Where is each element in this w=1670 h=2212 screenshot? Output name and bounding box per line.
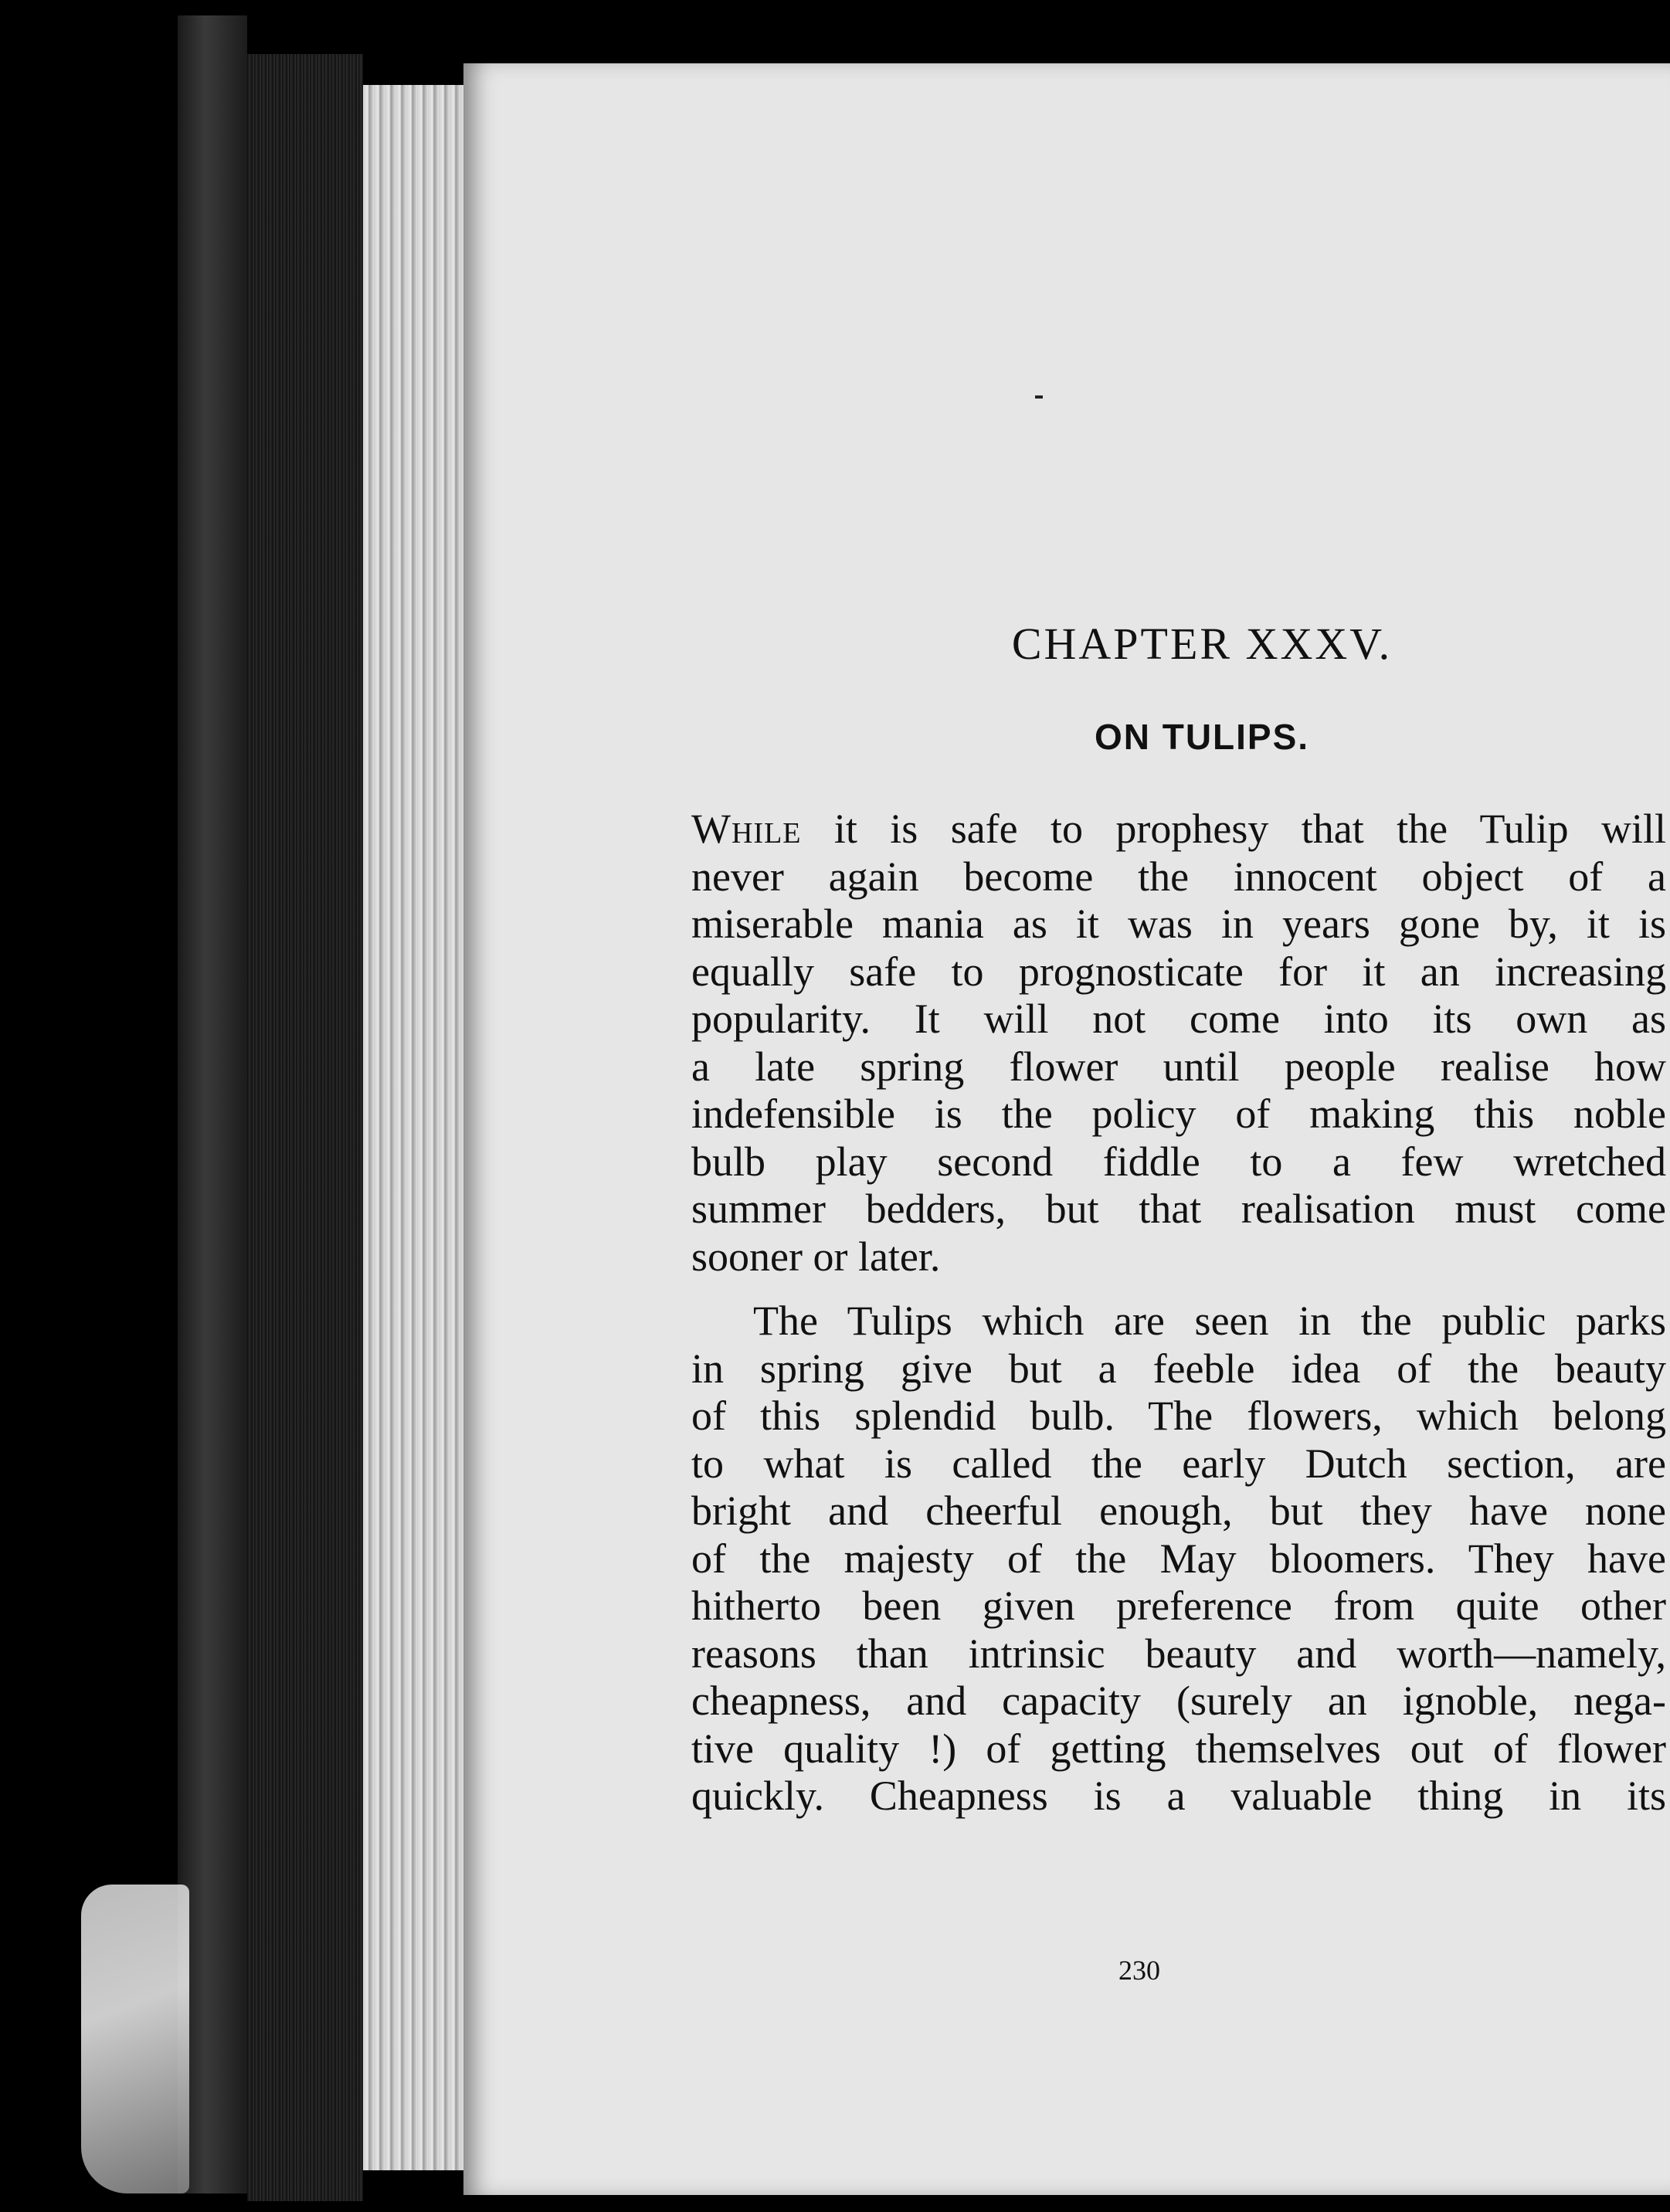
lead-in-word: While (691, 806, 802, 852)
page-number: 230 (1118, 1955, 1160, 1986)
paragraph-1 (691, 806, 1666, 1281)
book-fore-edge (247, 54, 363, 2201)
chapter-heading: CHAPTER XXXV. (1011, 619, 1393, 669)
text-line: miserable mania as it was in years gone by, it is (691, 901, 1666, 947)
paragraph-2 (691, 1298, 1666, 1820)
text-line: of the majesty of the May bloomers. They have (691, 1535, 1666, 1582)
book-spine (178, 15, 247, 2193)
text-line: never again become the innocent object of a (691, 853, 1666, 900)
text-line: summer bedders, but that realisation must come (691, 1186, 1666, 1232)
text-line: reasons than intrinsic beauty and worth—namely, (691, 1630, 1666, 1677)
text-line: in spring give but a feeble idea of the beauty (691, 1345, 1666, 1392)
text-line: cheapness, and capacity (surely an ignoble, nega- (691, 1678, 1666, 1724)
cover-corner (81, 1885, 189, 2193)
text-line: sooner or later. (691, 1233, 941, 1280)
text-line: popularity. It will not come into its own as (691, 996, 1666, 1042)
text-line: tive quality !) of getting themselves out of flower (691, 1725, 1666, 1772)
page-mark (1035, 395, 1043, 399)
text-line: equally safe to prognosticate for it an increasing (691, 948, 1666, 995)
text-line: The Tulips which are seen in the public parks (753, 1298, 1666, 1344)
text-line: quickly. Cheapness is a valuable thing in its (691, 1773, 1666, 1819)
text-line: bright and cheerful enough, but they have none (691, 1488, 1666, 1534)
text-line: to what is called the early Dutch section, are (691, 1440, 1666, 1487)
text-line: a late spring flower until people realise how (691, 1043, 1666, 1090)
text-line: of this splendid bulb. The flowers, which belong (691, 1393, 1666, 1439)
text-line: bulb play second fiddle to a few wretched (691, 1138, 1666, 1185)
chapter-title: ON TULIPS. (1094, 717, 1310, 757)
page-content (691, 618, 1666, 1820)
text-line: indefensible is the policy of making this noble (691, 1091, 1666, 1137)
text-line: While it is safe to prophesy that the Tulip will (691, 806, 1666, 852)
text-line: hitherto been given preference from quite other (691, 1583, 1666, 1629)
page-stack-edge (363, 85, 463, 2170)
